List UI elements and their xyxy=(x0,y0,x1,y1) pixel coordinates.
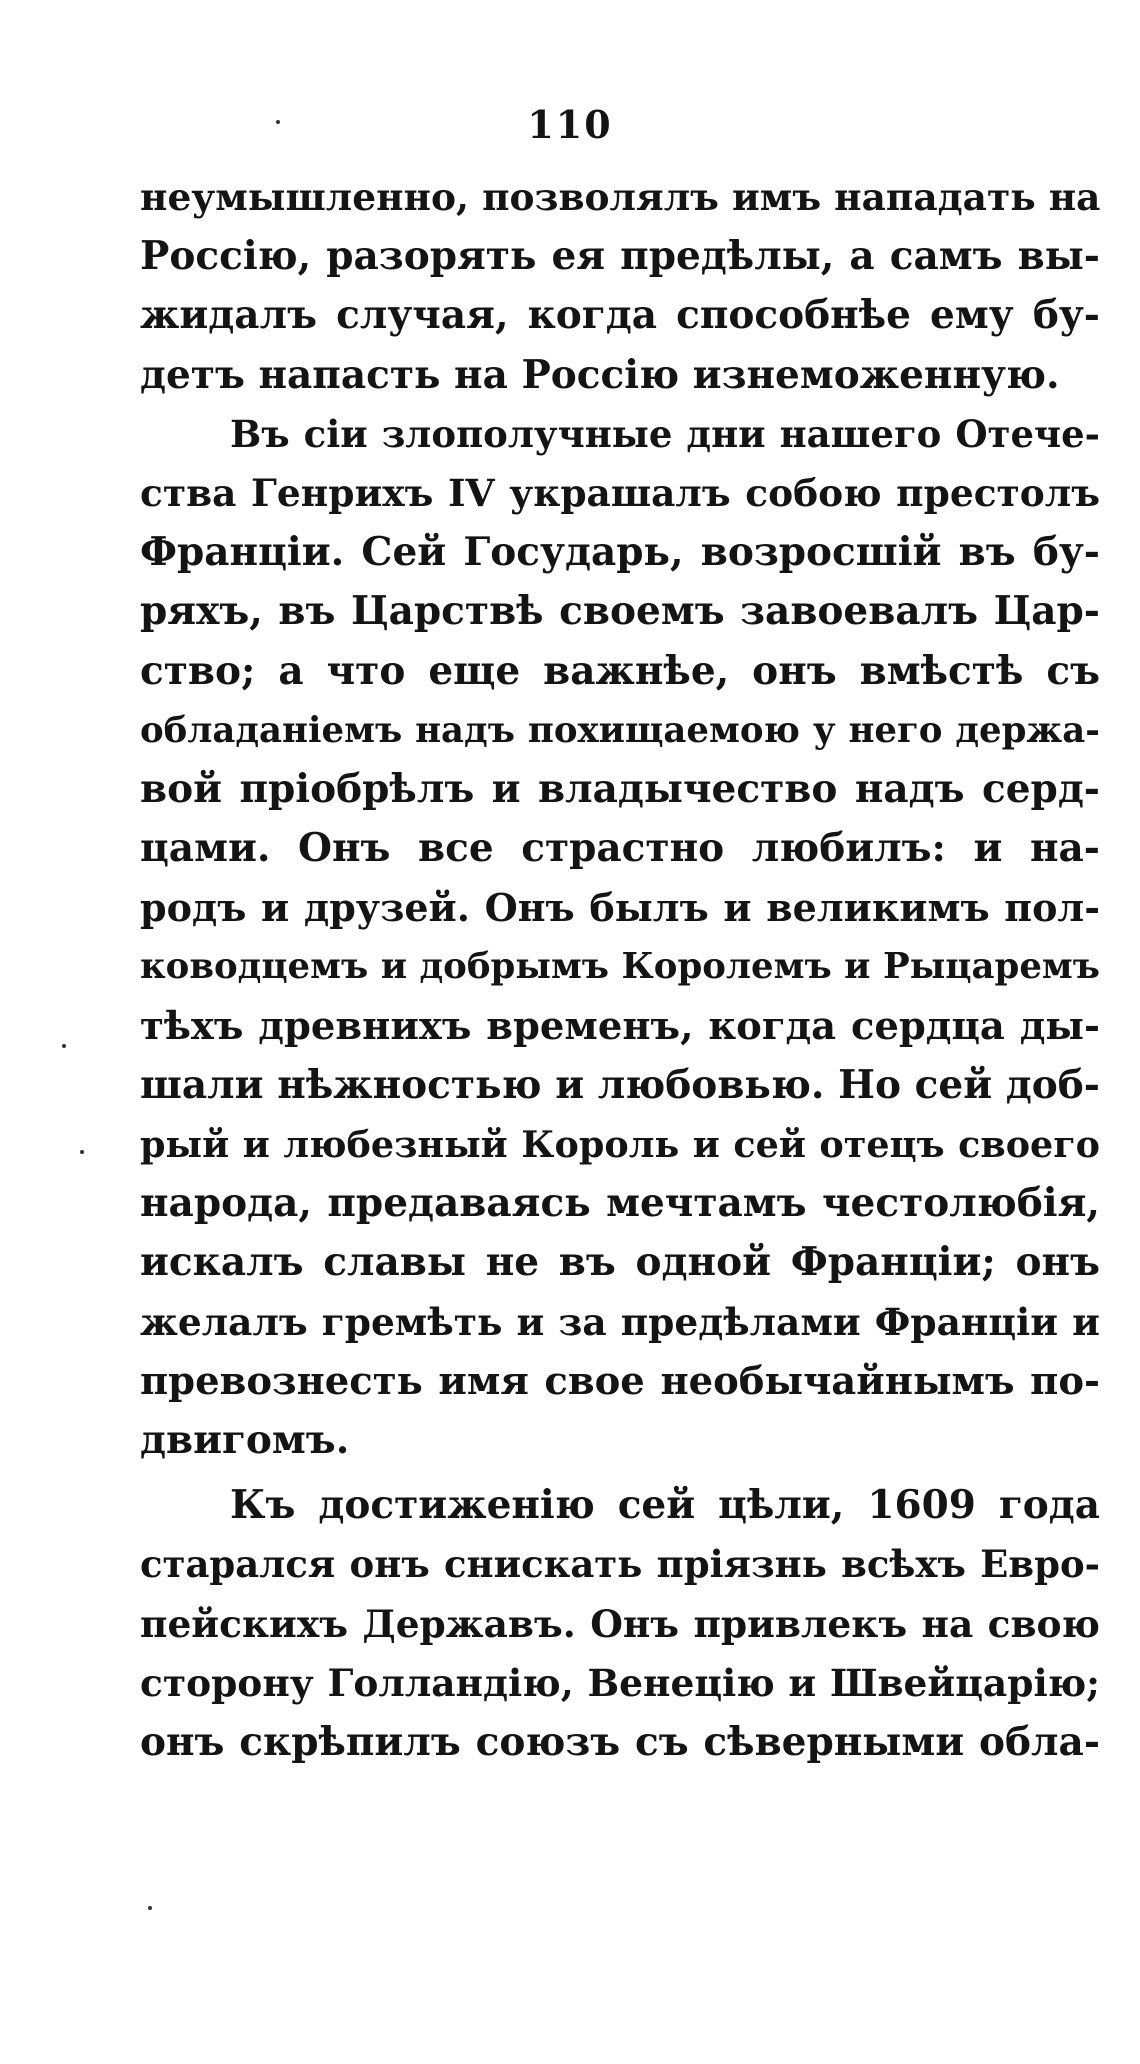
body-text xyxy=(140,168,1100,1772)
text-line: шали нѣжностью и любовью. Но сей доб- xyxy=(140,1061,1100,1108)
text-line: родъ и друзей. Онъ былъ и великимъ пол- xyxy=(140,885,1100,931)
text-line: жидалъ случая, когда способнѣе ему бу- xyxy=(140,292,1100,339)
paragraph-1 xyxy=(140,168,1100,405)
text-line: детъ напасть на Россію изнеможенную. xyxy=(140,351,1060,398)
text-line: онъ скрѣпилъ союзъ съ сѣверными обла- xyxy=(140,1718,1100,1765)
text-line: рый и любезный Король и сей отецъ своего xyxy=(140,1123,1100,1166)
text-line: тѣхъ древнихъ временъ, когда сердца ды- xyxy=(140,1003,1100,1049)
text-line: ряхъ, въ Царствѣ своемъ завоевалъ Цар- xyxy=(140,588,1100,635)
text-line: искалъ славы не въ одной Франціи; онъ xyxy=(140,1239,1100,1286)
text-line: сторону Голландію, Венецію и Швейцарію; xyxy=(140,1660,1100,1705)
text-line: Франціи. Сей Государь, возросшій въ бу- xyxy=(140,529,1100,576)
text-line: старался онъ снискать пріязнь всѣхъ Евро- xyxy=(140,1542,1100,1587)
text-line: Россію, разорять ея предѣлы, а самъ вы- xyxy=(140,233,1100,280)
text-line: двигомъ. xyxy=(140,1416,350,1463)
text-line: цами. Онъ все страстно любилъ: и на- xyxy=(140,825,1100,872)
scan-speck xyxy=(148,1906,152,1910)
text-line: народа, предаваясь мечтамъ честолюбія, xyxy=(140,1180,1100,1227)
text-line: Къ достиженію сей цѣли, 1609 года xyxy=(230,1482,1100,1529)
text-line: превознесть имя свое необычайнымъ по- xyxy=(140,1358,1100,1404)
text-line: желалъ гремѣть и за предѣлами Франціи и xyxy=(140,1299,1100,1344)
paragraph-3 xyxy=(140,1476,1100,1772)
page-number: 110 xyxy=(527,102,613,147)
text-line: ство; а что еще важнѣе, онъ вмѣстѣ съ xyxy=(140,647,1100,694)
text-line: ководцемъ и добрымъ Королемъ и Рыцаремъ xyxy=(140,946,1100,988)
paragraph-2 xyxy=(140,405,1100,1470)
text-line: пейскихъ Державъ. Онъ привлекъ на свою xyxy=(140,1601,1100,1646)
text-line: ства Генрихъ IV украшалъ собою престолъ xyxy=(140,470,1100,515)
scan-speck xyxy=(62,1044,66,1048)
scan-speck xyxy=(80,1150,84,1154)
text-line: вой пріобрѣлъ и владычество надъ серд- xyxy=(140,765,1100,812)
text-line: обладаніемъ надъ похищаемою у него держа- xyxy=(140,709,1100,751)
text-line: Въ сіи злополучные дни нашего Отече- xyxy=(230,411,1100,456)
scan-speck xyxy=(276,120,280,124)
text-line: неумышленно, позволялъ имъ нападать на xyxy=(140,175,1101,219)
